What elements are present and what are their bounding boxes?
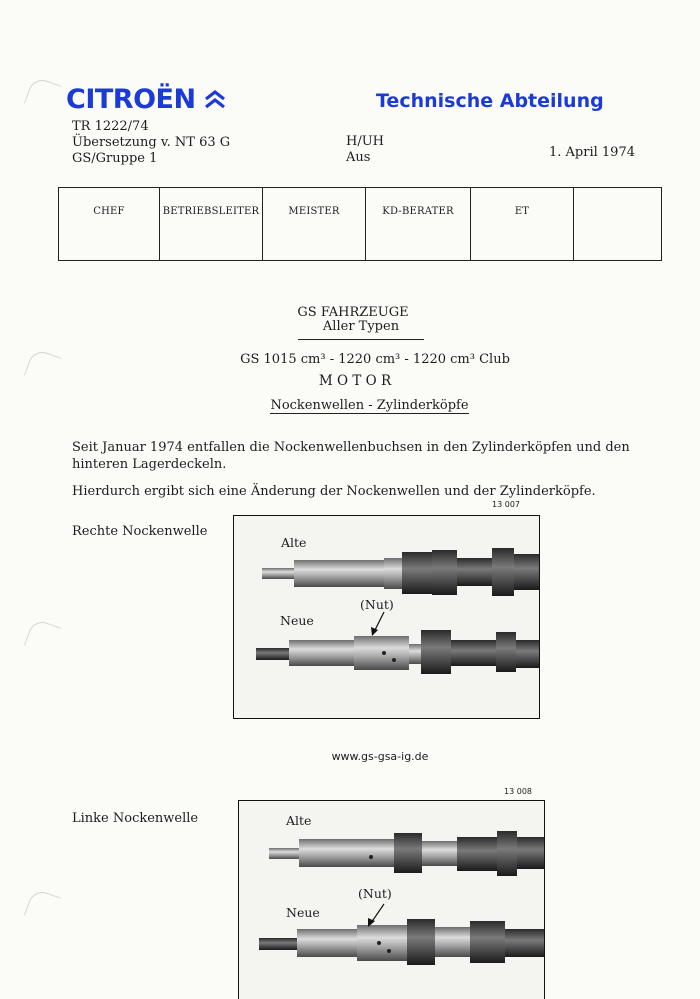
dist-cell-betriebsleiter: BETRIEBSLEITER [160, 188, 263, 261]
binder-hole [24, 348, 61, 385]
distribution-table [58, 187, 662, 261]
dist-cell-kd-berater: KD-BERATER [366, 188, 471, 261]
vehicle-heading: GS FAHRZEUGE [297, 305, 409, 320]
reference-number: TR 1222/74 [72, 119, 149, 134]
chevrons-icon [204, 89, 226, 109]
paragraph-1: Seit Januar 1974 entfallen die Nockenwellenbuchsen in den Zylinderköpfen und den hinteren Lagerdeckeln. [72, 440, 630, 472]
paragraph-2: Hierdurch ergibt sich eine Änderung der Nockenwellen und der Zylinderköpfe. [72, 484, 596, 499]
dist-cell-empty [574, 188, 662, 261]
old-label: Alte [286, 813, 312, 828]
models-line: GS 1015 cm³ - 1220 cm³ - 1220 cm³ Club [240, 352, 510, 367]
brand-name: CITROËN [66, 84, 196, 115]
department-title: Technische Abteilung [376, 90, 604, 112]
new-label: Neue [286, 905, 320, 920]
groove-label: (Nut) [358, 886, 392, 901]
types-text: Aller Typen [322, 319, 400, 334]
code-line: Aus [346, 150, 371, 165]
brand-logo [66, 84, 226, 115]
dist-cell-chef: CHEF [59, 188, 160, 261]
figure-number: 13 007 [492, 500, 520, 509]
subject-heading [262, 398, 477, 413]
document-date: 1. April 1974 [549, 145, 635, 160]
group-heading: M O T O R [318, 373, 392, 389]
translation-ref: Übersetzung v. NT 63 G [72, 135, 231, 150]
group-ref: GS/Gruppe 1 [72, 151, 158, 166]
figure-caption: Linke Nockenwelle [72, 811, 199, 826]
dist-cell-et: ET [471, 188, 574, 261]
code-block [346, 134, 384, 166]
binder-hole [24, 618, 61, 655]
types-heading [298, 319, 424, 336]
figure-number: 13 008 [504, 787, 532, 796]
dist-cell-meister: MEISTER [263, 188, 366, 261]
figure-caption: Rechte Nockenwelle [72, 524, 208, 539]
subject-text: Nockenwellen - Zylinderköpfe [270, 398, 469, 413]
code-line: H/UH [346, 134, 385, 149]
groove-label: (Nut) [360, 597, 394, 612]
heading-rule [298, 339, 424, 340]
binder-hole [24, 888, 61, 925]
new-label: Neue [280, 613, 314, 628]
reference-block [72, 119, 230, 167]
website-url: www.gs-gsa-ig.de [331, 750, 429, 763]
binder-hole [24, 76, 61, 113]
old-label: Alte [281, 535, 307, 550]
